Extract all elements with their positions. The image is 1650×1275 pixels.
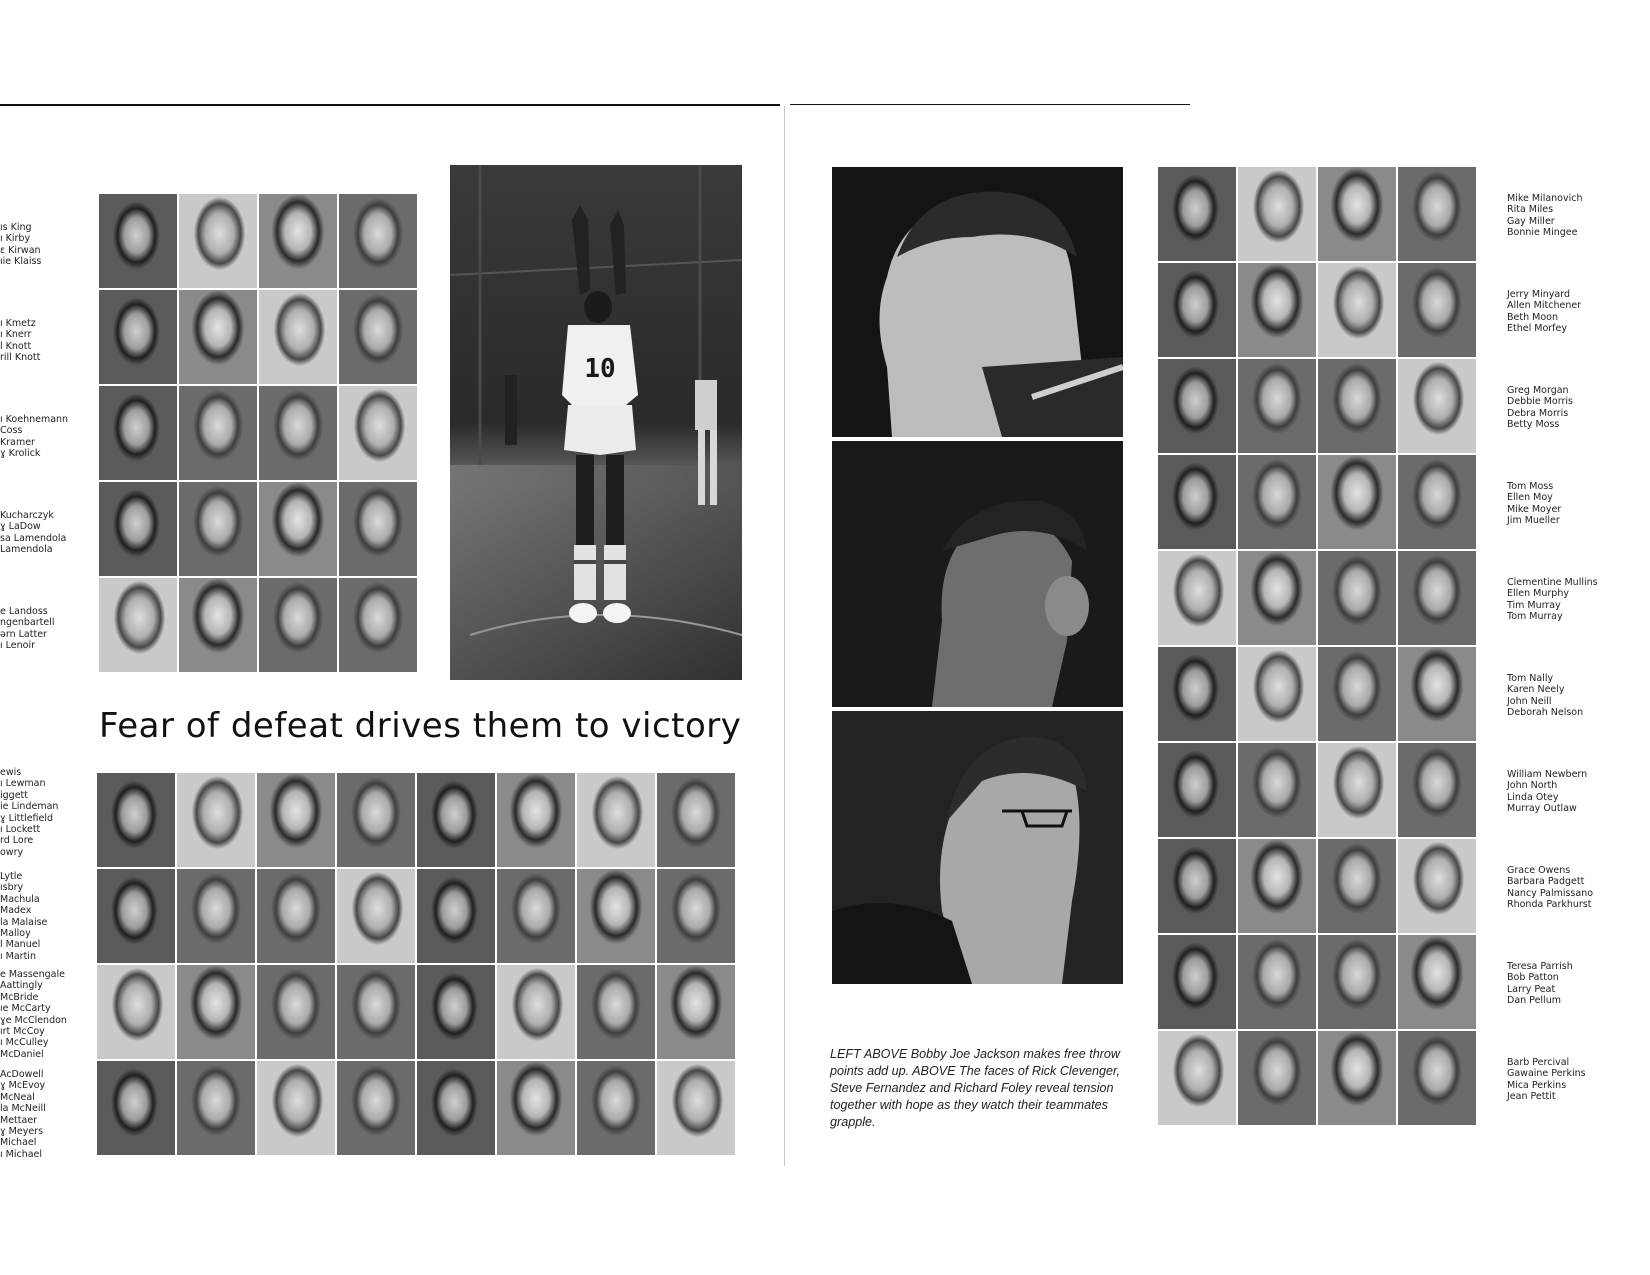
student-name: la McNeill: [0, 1103, 46, 1115]
student-portrait: [1238, 359, 1316, 453]
student-name: Barbara Padgett: [1507, 876, 1585, 888]
student-name: Machula: [0, 893, 40, 905]
name-group: [0, 606, 55, 652]
student-portrait: [179, 290, 257, 384]
student-portrait: [1398, 1031, 1476, 1125]
student-portrait: [257, 869, 335, 963]
student-name: McBride: [0, 991, 39, 1003]
student-name: ı Lockett: [0, 823, 41, 835]
student-portrait: [97, 773, 175, 867]
student-name: ngenbartell: [0, 617, 55, 629]
student-portrait: [257, 965, 335, 1059]
student-portrait: [1238, 743, 1316, 837]
student-portrait: [337, 1061, 415, 1155]
student-portrait: [1238, 647, 1316, 741]
profile-photo-rick-clevenger: [832, 167, 1123, 437]
student-name: ıie Klaiss: [0, 256, 42, 268]
name-group: [1507, 193, 1583, 239]
student-name: Kucharczyk: [0, 510, 54, 521]
student-portrait: [97, 869, 175, 963]
student-name: John North: [1507, 780, 1558, 792]
student-name: Lytle: [0, 871, 23, 882]
student-portrait: [99, 290, 177, 384]
student-portrait: [99, 194, 177, 288]
student-portrait: [417, 1061, 495, 1155]
student-name: ɣ LaDow: [0, 521, 41, 533]
student-portrait: [259, 194, 337, 288]
student-portrait: [339, 290, 417, 384]
student-name: e Massengale: [0, 969, 65, 980]
student-portrait: [177, 869, 255, 963]
student-portrait: [497, 869, 575, 963]
profile-photo-richard-foley: [832, 711, 1123, 984]
basketball-free-throw-photo: [450, 165, 742, 680]
name-group: [0, 318, 40, 364]
name-group: [0, 414, 68, 460]
student-name: ı McCulley: [0, 1037, 49, 1049]
student-name: Linda Otey: [1507, 791, 1559, 803]
student-portrait: [179, 194, 257, 288]
student-name: owry: [0, 846, 24, 858]
student-name: Gawaine Perkins: [1507, 1068, 1586, 1080]
student-name: Nancy Palmissano: [1507, 887, 1594, 899]
student-name: ɣ McEvoy: [0, 1080, 46, 1092]
student-name: ıs King: [0, 222, 32, 233]
student-name: l Manuel: [0, 939, 41, 951]
student-name: Lamendola: [0, 544, 53, 556]
student-name: ewis: [0, 767, 22, 778]
student-name: ı Martin: [0, 950, 36, 962]
student-name: Larry Peat: [1507, 983, 1556, 995]
name-group: [0, 222, 41, 268]
student-portrait: [1158, 359, 1236, 453]
student-name: ie Lindeman: [0, 801, 59, 813]
student-portrait: [1158, 839, 1236, 933]
student-portrait: [97, 965, 175, 1059]
student-portrait: [1318, 551, 1396, 645]
student-portrait: [177, 1061, 255, 1155]
student-name: Bob Patton: [1507, 972, 1559, 984]
right-portrait-grid: [1158, 167, 1476, 1125]
student-portrait: [657, 1061, 735, 1155]
student-portrait: [1398, 743, 1476, 837]
student-portrait: [417, 773, 495, 867]
name-group: [1507, 865, 1593, 911]
student-name: l Knott: [0, 340, 32, 352]
student-name: ı Lewman: [0, 778, 46, 790]
student-name: ɣ Meyers: [0, 1125, 44, 1137]
student-name: la Malaise: [0, 916, 48, 928]
student-portrait: [257, 773, 335, 867]
student-portrait: [1238, 935, 1316, 1029]
student-name: ərn Latter: [0, 628, 47, 640]
name-group: [1507, 577, 1598, 623]
student-portrait: [657, 965, 735, 1059]
student-portrait: [1318, 1031, 1396, 1125]
student-name: Kramer: [0, 436, 35, 448]
photo-caption: LEFT ABOVE Bobby Joe Jackson makes free throw points add up. ABOVE The faces of Rick Clevenger, Steve Fernandez and Richard Foley reveal tension together with hope as they watch their teammates grapple.: [830, 1047, 1121, 1129]
student-portrait: [1318, 359, 1396, 453]
student-name: Malloy: [0, 927, 31, 939]
student-name: Debbie Morris: [1507, 396, 1573, 408]
student-portrait: [1238, 263, 1316, 357]
student-name: rd Lore: [0, 835, 34, 847]
student-name: Rhonda Parkhurst: [1507, 899, 1592, 911]
name-group: [0, 871, 47, 962]
student-portrait: [1398, 455, 1476, 549]
student-name: ıe McCarty: [0, 1003, 51, 1015]
student-name: ı Kmetz: [0, 318, 36, 329]
student-portrait: [337, 773, 415, 867]
student-name: Grace Owens: [1507, 865, 1571, 876]
student-name: iggett: [0, 789, 28, 801]
student-portrait: [577, 965, 655, 1059]
student-portrait: [1238, 1031, 1316, 1125]
student-name: sa Lamendola: [0, 532, 67, 544]
student-portrait: [257, 1061, 335, 1155]
name-group: [1507, 673, 1583, 719]
student-name: Tom Murray: [1507, 611, 1563, 623]
name-group: [0, 510, 66, 556]
student-portrait: [1238, 551, 1316, 645]
name-group: [0, 1069, 46, 1160]
student-name: Coss: [0, 425, 23, 437]
student-portrait: [497, 1061, 575, 1155]
student-name: Betty Moss: [1507, 419, 1560, 431]
name-group: [0, 767, 58, 858]
student-name: ı Kirby: [0, 233, 31, 245]
student-portrait: [1398, 935, 1476, 1029]
student-portrait: [417, 869, 495, 963]
student-portrait: [97, 1061, 175, 1155]
student-portrait: [1398, 647, 1476, 741]
student-portrait: [1158, 455, 1236, 549]
student-name: Greg Morgan: [1507, 385, 1569, 396]
name-group: [1507, 385, 1573, 431]
student-name: Tim Murray: [1507, 599, 1561, 611]
student-name: ırt McCoy: [0, 1025, 45, 1037]
student-name: rill Knott: [0, 352, 41, 364]
student-name: Deborah Nelson: [1507, 707, 1584, 719]
student-name: Ellen Moy: [1507, 492, 1553, 504]
student-portrait: [497, 773, 575, 867]
student-name: e Landoss: [0, 606, 48, 617]
student-name: Ellen Murphy: [1507, 588, 1569, 600]
student-name: Tom Nally: [1507, 673, 1554, 684]
student-portrait: [577, 1061, 655, 1155]
student-name: ı Koehnemann: [0, 414, 69, 425]
student-portrait: [1318, 935, 1396, 1029]
student-portrait: [339, 386, 417, 480]
student-portrait: [337, 965, 415, 1059]
student-portrait: [1398, 359, 1476, 453]
student-portrait: [1158, 743, 1236, 837]
student-portrait: [1238, 167, 1316, 261]
student-portrait: [1398, 551, 1476, 645]
student-portrait: [657, 869, 735, 963]
student-name: Jerry Minyard: [1507, 289, 1571, 300]
student-portrait: [259, 386, 337, 480]
student-portrait: [337, 869, 415, 963]
student-name: AcDowell: [0, 1069, 44, 1080]
student-portrait: [339, 482, 417, 576]
student-name: Gay Miller: [1507, 215, 1555, 227]
student-name: ı Lenoir: [0, 640, 36, 652]
student-name: Teresa Parrish: [1507, 961, 1573, 972]
student-name: McDaniel: [0, 1048, 44, 1060]
student-name: Clementine Mullins: [1507, 577, 1598, 588]
name-group: [1507, 961, 1573, 1007]
student-name: ısbry: [0, 882, 24, 894]
student-name: Ethel Morfey: [1507, 323, 1567, 335]
student-portrait: [1398, 839, 1476, 933]
student-portrait: [577, 869, 655, 963]
name-group: [1507, 1057, 1586, 1103]
left-bottom-portrait-grid: [97, 773, 735, 1155]
right-page-top-edge: [790, 104, 1190, 105]
student-portrait: [1158, 935, 1236, 1029]
name-group: [1507, 769, 1587, 815]
student-name: ɣe McClendon: [0, 1014, 67, 1026]
student-name: ı Michael: [0, 1148, 43, 1160]
student-portrait: [1398, 167, 1476, 261]
student-name: Madex: [0, 905, 32, 917]
student-portrait: [1158, 647, 1236, 741]
student-portrait: [1238, 455, 1316, 549]
profile-photo-steve-fernandez: [832, 441, 1123, 707]
student-name: Mica Perkins: [1507, 1079, 1567, 1091]
left-top-portrait-grid: [99, 194, 417, 672]
left-page-top-edge: [0, 104, 780, 106]
student-name: Tom Moss: [1507, 481, 1554, 492]
student-name: Mettaer: [0, 1114, 38, 1126]
student-portrait: [417, 965, 495, 1059]
student-name: McNeal: [0, 1091, 35, 1103]
student-portrait: [179, 578, 257, 672]
jersey-number: 10: [584, 354, 616, 384]
student-portrait: [99, 482, 177, 576]
student-name: Michael: [0, 1137, 37, 1149]
page-headline: Fear of defeat drives them to victory: [99, 706, 742, 746]
student-portrait: [497, 965, 575, 1059]
student-name: Mike Moyer: [1507, 503, 1562, 515]
student-portrait: [259, 482, 337, 576]
student-name: Mike Milanovich: [1507, 193, 1583, 204]
name-group: [0, 969, 67, 1060]
student-name: ɣ Krolick: [0, 448, 41, 460]
student-portrait: [1318, 455, 1396, 549]
student-portrait: [177, 773, 255, 867]
student-name: Jim Mueller: [1507, 515, 1560, 527]
student-name: Rita Miles: [1507, 204, 1554, 216]
name-group: [1507, 289, 1581, 335]
page-gutter: [784, 106, 785, 1166]
student-name: Karen Neely: [1507, 684, 1565, 696]
student-name: Bonnie Mingee: [1507, 227, 1578, 239]
student-name: ɣ Littlefield: [0, 812, 54, 824]
student-portrait: [179, 386, 257, 480]
student-portrait: [99, 386, 177, 480]
student-portrait: [1158, 1031, 1236, 1125]
student-portrait: [1318, 167, 1396, 261]
student-portrait: [1238, 839, 1316, 933]
student-portrait: [1398, 263, 1476, 357]
student-name: John Neill: [1507, 695, 1552, 707]
name-group: [1507, 481, 1561, 527]
student-name: William Newbern: [1507, 769, 1588, 780]
student-portrait: [339, 578, 417, 672]
student-portrait: [259, 578, 337, 672]
student-name: Debra Morris: [1507, 407, 1569, 419]
student-portrait: [1158, 263, 1236, 357]
student-name: Murray Outlaw: [1507, 803, 1577, 815]
student-portrait: [1318, 647, 1396, 741]
student-portrait: [657, 773, 735, 867]
student-portrait: [339, 194, 417, 288]
student-portrait: [179, 482, 257, 576]
student-name: Jean Pettit: [1507, 1091, 1556, 1103]
student-portrait: [577, 773, 655, 867]
student-portrait: [177, 965, 255, 1059]
student-portrait: [1318, 263, 1396, 357]
student-name: ɛ Kirwan: [0, 244, 41, 256]
student-portrait: [99, 578, 177, 672]
student-name: Barb Percival: [1507, 1057, 1570, 1068]
student-name: Beth Moon: [1507, 311, 1558, 323]
student-name: Aattingly: [0, 980, 43, 992]
student-name: Dan Pellum: [1507, 995, 1561, 1007]
student-portrait: [1158, 167, 1236, 261]
student-portrait: [1318, 743, 1396, 837]
student-name: ı Knerr: [0, 329, 32, 341]
student-name: Allen Mitchener: [1507, 300, 1582, 312]
student-portrait: [1158, 551, 1236, 645]
student-portrait: [1318, 839, 1396, 933]
student-portrait: [259, 290, 337, 384]
